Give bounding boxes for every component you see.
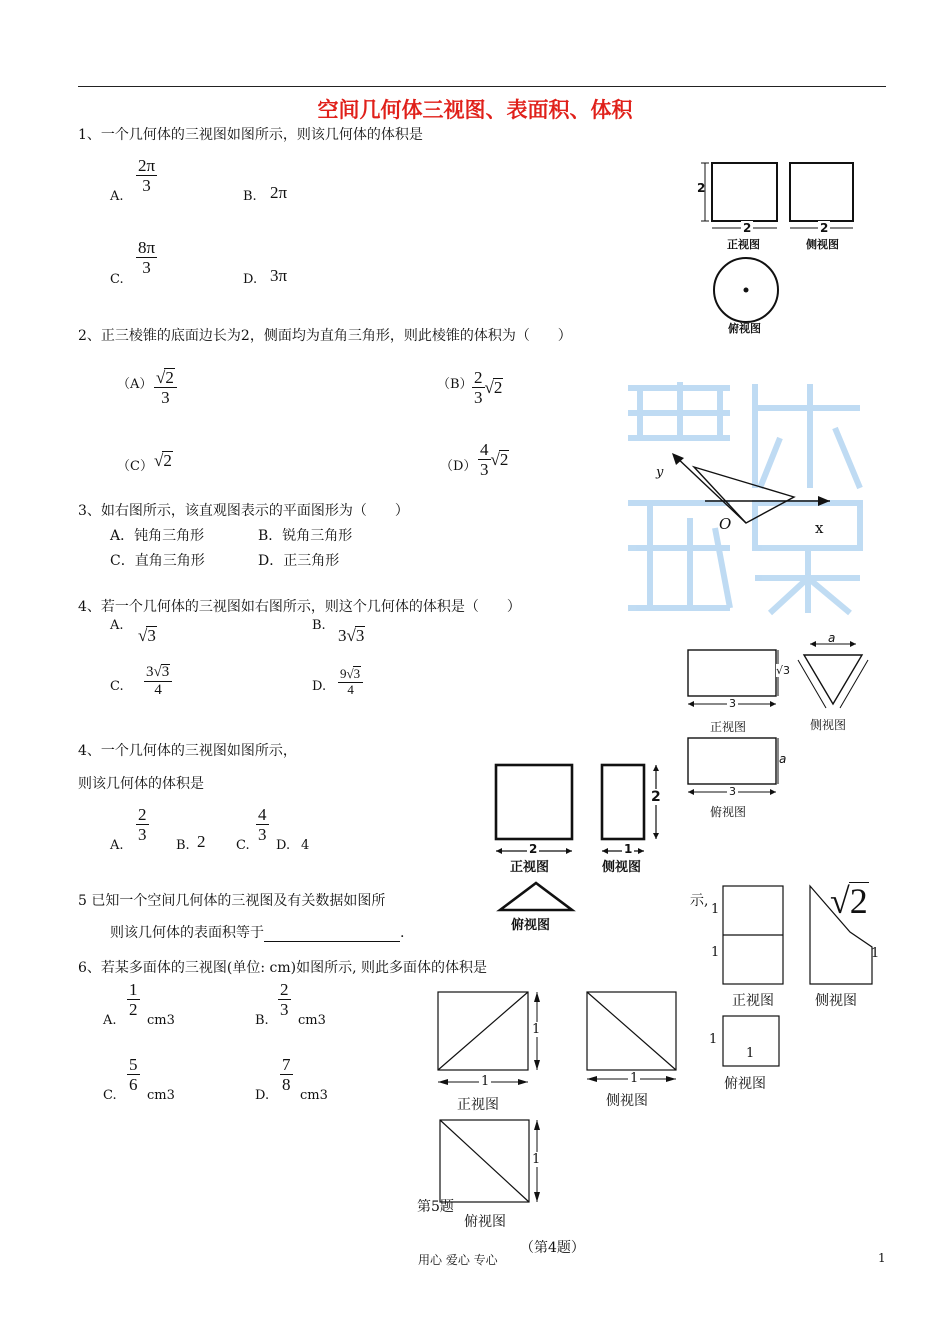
q4b-stem-line2: 则该几何体的体积是 — [78, 776, 204, 792]
q4a-side-edge: a — [828, 631, 836, 645]
q3-option-d: D．正三角形 — [258, 553, 340, 569]
q1-side-width: 2 — [820, 221, 829, 235]
q5-stem-end: 示, — [690, 893, 709, 909]
q1-front-view-rect — [712, 163, 777, 221]
q5-top-left-dim: 1 — [709, 1032, 718, 1047]
q6-top-height-dim: 1 — [532, 1152, 541, 1167]
q2-option-a-value: $\frac{√2}{3}$ — [154, 368, 177, 407]
q1-front-view-label: 正视图 — [727, 238, 760, 251]
q4a-option-b-value: 3√3 — [338, 626, 365, 645]
q1-side-view-label: 侧视图 — [806, 238, 839, 251]
q5-side-view-label: 侧视图 — [815, 993, 857, 1009]
q4b-side-view-label: 侧视图 — [602, 860, 642, 875]
q2-option-d-value: $\frac{4}{3}$ √2 — [480, 440, 509, 480]
q6-option-c-label: C. — [103, 1088, 117, 1103]
q4b-front-width: 2 — [529, 842, 538, 856]
q4a-top-view-rect — [688, 738, 776, 784]
q4a-front-view-label: 正视图 — [710, 720, 747, 734]
q4a-side-view-triangle — [804, 655, 862, 704]
q1-stem: 1、一个几何体的三视图如图所示，则该几何体的体积是 — [78, 127, 423, 143]
q3-oblique-figure — [650, 445, 840, 535]
q6-front-height-dim: 1 — [532, 1022, 541, 1037]
q6-option-d-unit: cm3 — [300, 1088, 328, 1103]
q6-side-width-dim: 1 — [630, 1071, 639, 1086]
q1-option-d-value: 3π — [270, 266, 288, 285]
q2-option-c-label: （C） — [117, 459, 153, 474]
q4a-option-a-label: A. — [110, 618, 124, 633]
q5-top-view-label: 俯视图 — [724, 1076, 766, 1092]
q1-option-c-value: $\frac{8\pi}{3}$ — [138, 238, 156, 278]
q4a-option-a-value: √3 — [138, 626, 156, 645]
q6-option-a-value: $\frac{1}{2}$ — [129, 980, 138, 1020]
q6-option-b-value: $\frac{2}{3}$ — [280, 980, 289, 1020]
q5-stem-line2: 则该几何体的表面积等于 . — [110, 925, 405, 941]
q4b-option-d-value: 4 — [301, 838, 310, 853]
q6-option-a-label: A. — [103, 1013, 117, 1028]
q4b-option-c-value: $\frac{4}{3}$ — [258, 805, 267, 845]
q4a-top-view-label: 俯视图 — [710, 805, 747, 819]
q4b-three-view-figure — [490, 755, 670, 935]
q6-option-c-value: $\frac{5}{6}$ — [129, 1055, 138, 1095]
q3-y-label: y — [656, 465, 664, 480]
q4a-side-view-label: 侧视图 — [810, 718, 847, 732]
q3-y-axis — [674, 455, 746, 523]
q4a-front-view-rect — [688, 650, 776, 696]
q4a-top-height: a — [779, 752, 787, 766]
q4b-top-view-label: 俯视图 — [511, 918, 551, 933]
q6-option-d-value: $\frac{7}{8}$ — [282, 1055, 291, 1095]
q6-stem: 6、若某多面体的三视图(单位: cm)如图所示, 则此多面体的体积是 — [78, 960, 488, 976]
q1-option-d-label: D. — [243, 272, 258, 287]
q1-option-a-value: $\frac{2\pi}{3}$ — [138, 156, 156, 196]
page-number: 1 — [878, 1251, 886, 1265]
q4b-option-a-label: A. — [110, 838, 124, 853]
q5-answer-blank — [264, 927, 400, 942]
q4b-side-height: 2 — [651, 789, 661, 805]
q6-option-b-label: B. — [255, 1013, 269, 1028]
q4b-option-d-label: D. — [276, 838, 291, 853]
q4a-option-b-label: B. — [312, 618, 326, 633]
q2-option-b-label: （B） — [437, 377, 473, 392]
q4b-stem-line1: 4、一个几何体的三视图如图所示， — [78, 743, 297, 759]
q2-option-d-label: （D） — [440, 459, 477, 474]
q5-side-sqrt: √2 — [830, 881, 868, 921]
q6-top-view-label: 俯视图 — [464, 1214, 506, 1230]
q1-three-view-figure — [696, 160, 866, 340]
q6-option-d-label: D. — [255, 1088, 270, 1103]
q1-front-width: 2 — [743, 221, 752, 235]
q3-x-label: x — [815, 519, 824, 537]
q5-stem-start: 5 已知一个空间几何体的三视图及有关数据如图所 — [78, 893, 386, 909]
q2-option-b-value: $\frac{2}{3}$ √2 — [474, 368, 503, 408]
q4b-option-b-label: B. — [176, 838, 190, 853]
q4a-front-height: √3 — [776, 664, 791, 677]
q3-stem: 3、如右图所示，该直观图表示的平面图形为（ ） — [78, 503, 409, 519]
q4a-stem: 4、若一个几何体的三视图如右图所示，则这个几何体的体积是（ ） — [78, 599, 521, 615]
footer-text: 用心 爱心 专心 — [418, 1253, 498, 1267]
q4a-option-d-value: $\frac{9√3}{4}$ — [338, 666, 363, 697]
q6-front-width-dim: 1 — [481, 1074, 490, 1089]
q1-option-b-value: 2π — [270, 183, 288, 202]
q6-option-b-unit: cm3 — [298, 1013, 326, 1028]
q2-stem: 2、正三棱锥的底面边长为2，侧面均为直角三角形，则此棱锥的体积为（ ） — [78, 328, 572, 344]
q4a-option-c-value: $\frac{3√3}{4}$ — [144, 664, 172, 699]
q5-front-view-label: 正视图 — [732, 993, 774, 1009]
q4b-front-view-rect — [496, 765, 572, 839]
q5-side-right-dim: 1 — [871, 946, 880, 961]
q4b-option-a-value: $\frac{2}{3}$ — [138, 805, 147, 845]
q1-option-a-label: A. — [110, 189, 124, 204]
header-rule — [78, 86, 886, 87]
q4a-option-d-label: D. — [312, 679, 327, 694]
q3-option-b: B．锐角三角形 — [258, 528, 353, 544]
q6-front-view-label: 正视图 — [457, 1097, 499, 1113]
q5-dim-top: 1 — [711, 902, 720, 917]
q3-option-c: C．直角三角形 — [110, 553, 205, 569]
q3-option-a: A．钝角三角形 — [110, 528, 205, 544]
q5-caption: 第5题 — [417, 1199, 454, 1215]
q1-top-view-center — [744, 288, 749, 293]
q6-option-c-unit: cm3 — [147, 1088, 175, 1103]
q4a-option-c-label: C. — [110, 679, 124, 694]
q1-front-height: 2 — [697, 181, 706, 195]
q2-option-c-value: √2 — [154, 451, 172, 470]
q6-caption: （第4题） — [520, 1240, 585, 1256]
q4b-top-view-triangle — [500, 883, 572, 910]
q1-option-b-label: B. — [243, 189, 257, 204]
q2-option-a-label: （A） — [117, 377, 153, 392]
q4b-option-b-value: 2 — [197, 832, 206, 851]
page-title: 空间几何体三视图、表面积、体积 — [317, 98, 633, 122]
q5-dim-bottom: 1 — [711, 945, 720, 960]
q4b-side-width: 1 — [624, 842, 633, 856]
q1-option-c-label: C. — [110, 272, 124, 287]
q4a-front-width: 3 — [729, 697, 736, 710]
q4a-top-width: 3 — [729, 785, 736, 798]
q6-side-view-label: 侧视图 — [606, 1093, 648, 1109]
q4b-option-c-label: C. — [236, 838, 250, 853]
q1-top-view-label: 俯视图 — [728, 322, 761, 335]
q4b-side-view-rect — [602, 765, 644, 839]
q1-side-view-rect — [790, 163, 853, 221]
q3-origin-label: O — [719, 515, 732, 533]
q5-top-inner-dim: 1 — [746, 1046, 755, 1061]
q3-triangle — [694, 467, 794, 523]
q6-option-a-unit: cm3 — [147, 1013, 175, 1028]
q4b-front-view-label: 正视图 — [510, 860, 550, 875]
